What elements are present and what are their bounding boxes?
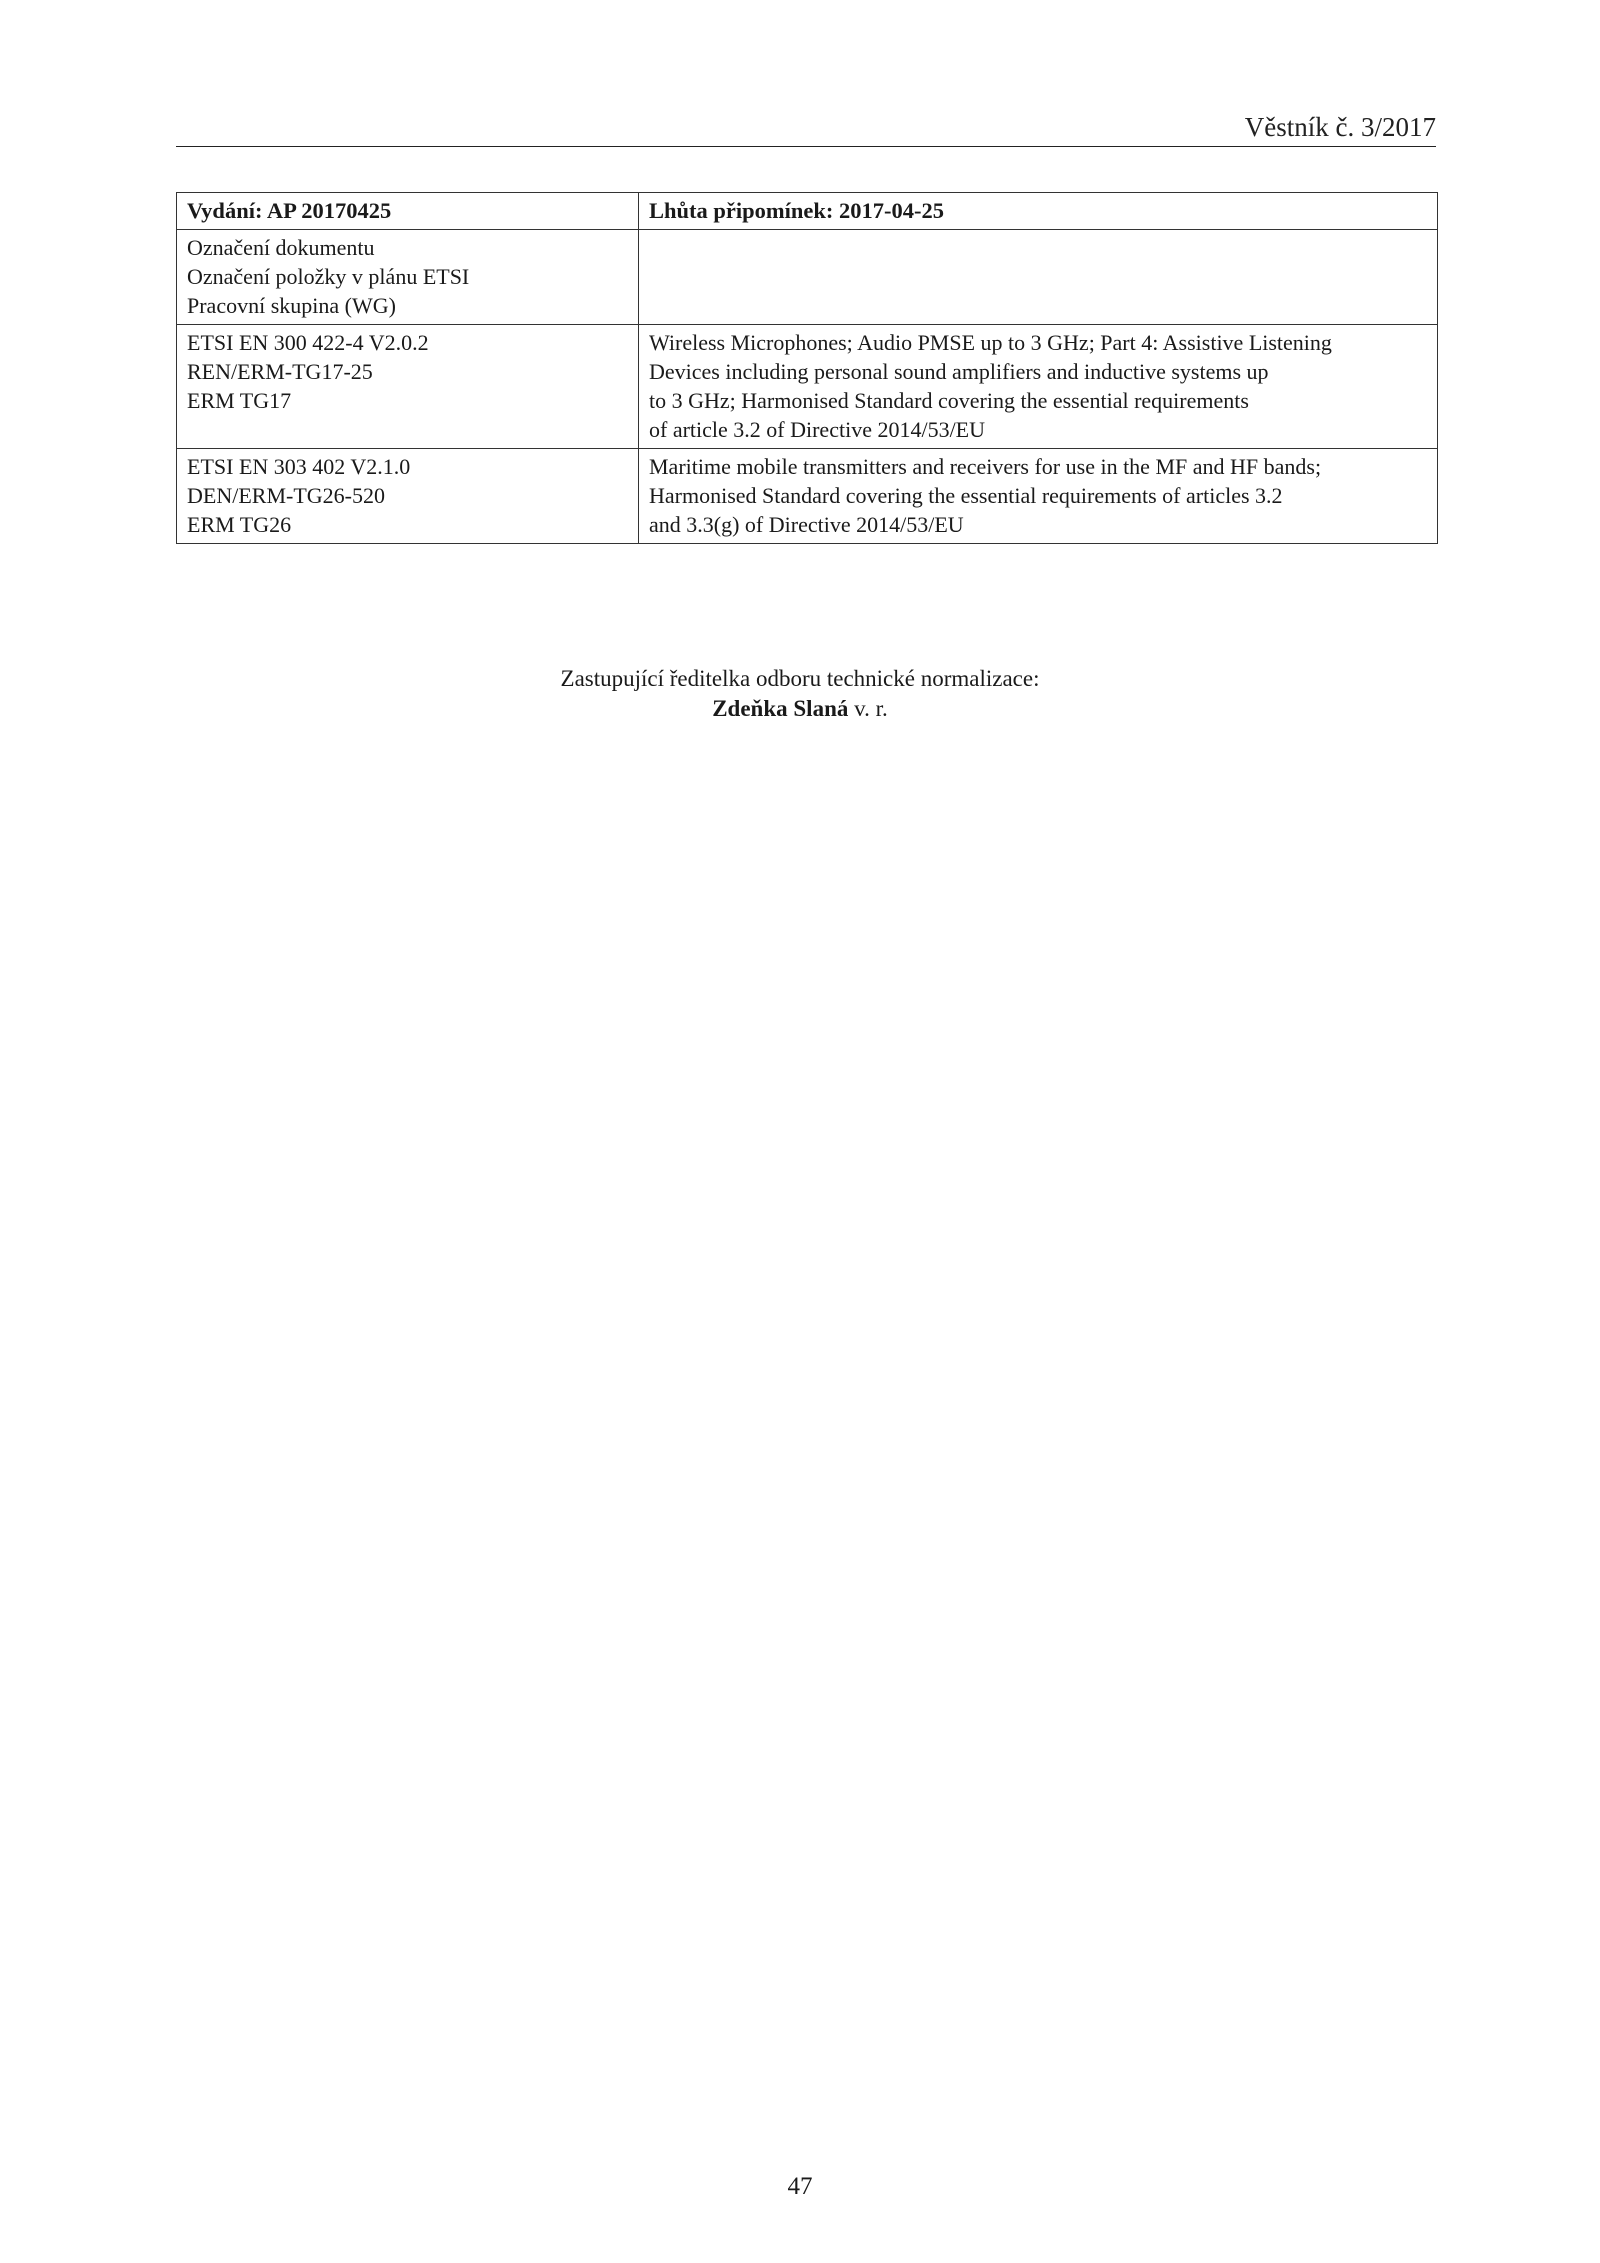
legend-right-cell <box>639 230 1438 325</box>
title-line: to 3 GHz; Harmonised Standard covering the essential requirements <box>649 388 1249 413</box>
document-id-cell <box>177 449 639 544</box>
document-designation: ETSI EN 303 402 V2.1.0 <box>187 454 411 479</box>
legend-line: Označení dokumentu <box>187 235 375 260</box>
work-item: REN/ERM-TG17-25 <box>187 359 373 384</box>
issue-cell: Vydání: AP 20170425 <box>177 193 639 230</box>
journal-issue-label: Věstník č. 3/2017 <box>1244 112 1436 142</box>
title-line: and 3.3(g) of Directive 2014/53/EU <box>649 512 964 537</box>
table-header-row <box>177 193 1438 230</box>
legend-row <box>177 230 1438 325</box>
signatory-line <box>0 694 1600 724</box>
legend-line: Pracovní skupina (WG) <box>187 293 396 318</box>
document-designation: ETSI EN 300 422-4 V2.0.2 <box>187 330 429 355</box>
legend-line: Označení položky v plánu ETSI <box>187 264 470 289</box>
document-title-cell <box>639 325 1438 449</box>
comment-deadline-cell: Lhůta připomínek: 2017-04-25 <box>639 193 1438 230</box>
title-line: Wireless Microphones; Audio PMSE up to 3 GHz; Part 4: Assistive Listening <box>649 330 1332 355</box>
title-line: Harmonised Standard covering the essential requirements of articles 3.2 <box>649 483 1283 508</box>
table-row <box>177 325 1438 449</box>
working-group: ERM TG26 <box>187 512 292 537</box>
signature-block <box>0 664 1600 724</box>
signatory-name: Zdeňka Slaná <box>712 696 849 721</box>
working-group: ERM TG17 <box>187 388 292 413</box>
page-number: 47 <box>787 2173 813 2200</box>
title-line: of article 3.2 of Directive 2014/53/EU <box>649 417 986 442</box>
document-id-cell <box>177 325 639 449</box>
title-line: Devices including personal sound amplifiers and inductive systems up <box>649 359 1269 384</box>
document-title-cell <box>639 449 1438 544</box>
standards-table <box>176 192 1438 544</box>
legend-left-cell <box>177 230 639 325</box>
work-item: DEN/ERM-TG26-520 <box>187 483 385 508</box>
title-line: Maritime mobile transmitters and receivers for use in the MF and HF bands; <box>649 454 1322 479</box>
table-row <box>177 449 1438 544</box>
signatory-suffix: v. r. <box>848 696 888 721</box>
page-header <box>176 110 1436 147</box>
signatory-role: Zastupující ředitelka odboru technické normalizace: <box>560 666 1040 691</box>
